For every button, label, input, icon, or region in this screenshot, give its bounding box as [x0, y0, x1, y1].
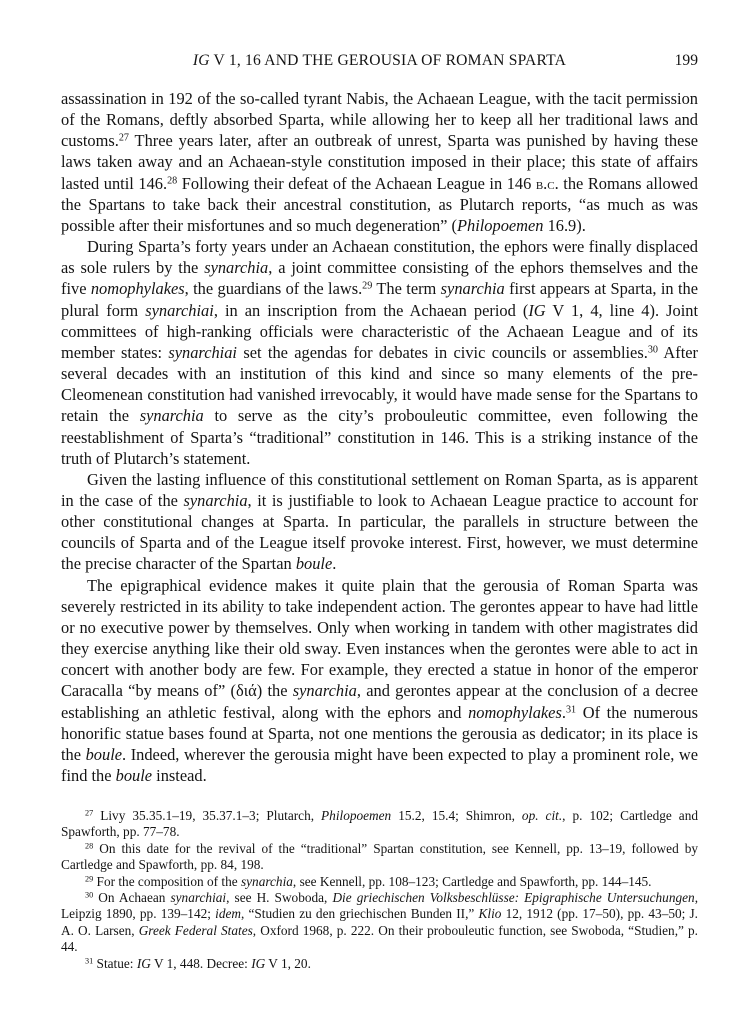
- text-run: V 1, 448. Decree:: [150, 955, 252, 971]
- italic-text: boule: [85, 744, 123, 764]
- text-run: set the agendas for debates in civic councils or assemblies.: [236, 342, 648, 362]
- italic-text: synarchiai: [145, 300, 214, 320]
- text-run: . Indeed, wherever the gerousia might have been expected to play a prominent role, we find the: [61, 744, 699, 785]
- paragraph: [61, 88, 698, 236]
- text-run: 12, 1912 (pp. 17–50), pp. 43–50; J. A. O. Larsen,: [61, 906, 699, 938]
- text-run: Following their defeat of the Achaean League in 146: [177, 173, 536, 193]
- italic-text: boule: [115, 766, 153, 785]
- italic-text: Philopoemen: [456, 215, 544, 235]
- text-run: Three years later, after an outbreak of unrest, Sparta was punished by having these laws taken away and an Achaean-style constitution imposed in their place; this state of affairs lasted until 146.: [61, 131, 698, 193]
- footnote: [61, 841, 698, 874]
- italic-text: synarchia: [440, 279, 505, 299]
- footnote-ref: 29: [85, 874, 94, 884]
- page-header: [61, 52, 698, 76]
- text-run: , in an inscription from the Achaean period (: [213, 300, 529, 320]
- italic-text: nomophylakes: [468, 702, 562, 722]
- text-run: V 1, 20.: [265, 955, 311, 971]
- italic-text: op. cit.: [521, 808, 563, 823]
- text-run: V 1, 4, line 4). Joint committees of high-ranking officials were characteristic of the Achaean League and of its member states:: [61, 300, 698, 362]
- italic-text: Greek Federal States: [138, 922, 253, 938]
- text-run: On Achaean: [93, 890, 171, 906]
- running-head: [61, 52, 698, 70]
- running-head-ig: IG: [192, 52, 210, 69]
- italic-text: Philopoemen: [321, 808, 392, 823]
- text-run: assassination in 192 of the so-called tyrant Nabis, the Achaean League, with the tacit permission of the Romans, deftly absorbed Sparta, while allowing her to keep all her traditional laws and customs.: [61, 89, 698, 151]
- italic-text: boule: [295, 554, 333, 574]
- text-run: Livy 35.35.1–19, 35.37.1–3; Plutarch,: [93, 808, 322, 823]
- italic-text: Die griechischen Volksbeschlüsse: Epigraphische Untersuchungen: [332, 890, 695, 906]
- italic-text: synarchia: [204, 258, 269, 278]
- footnote-ref: 27: [85, 808, 94, 818]
- text-run: , p. 102; Cartledge and Spawforth, pp. 77–78.: [61, 808, 699, 840]
- footnote: [61, 808, 698, 841]
- text-run: 16.9).: [543, 215, 586, 235]
- italic-text: IG: [136, 955, 151, 971]
- paragraph: [61, 236, 698, 469]
- italic-text: idem: [215, 906, 241, 922]
- text-run: .: [561, 702, 566, 722]
- text-run: Given the lasting influence of this constitutional settlement on Roman Sparta, as is apparent in the case of the: [61, 469, 698, 510]
- footnote: [61, 890, 698, 956]
- text-run: Statue:: [93, 955, 137, 971]
- text-run: .: [332, 554, 337, 574]
- text-run: , a joint committee consisting of the ephors themselves and the five: [61, 258, 698, 299]
- footnotes: [61, 808, 698, 972]
- footnote-ref: 28: [85, 841, 94, 851]
- text-run: On this date for the revival of the “traditional” Spartan constitution, see Kennell, pp. 13–19, followed by Cartledge and Spawforth, pp. 84, 198.: [61, 840, 698, 873]
- footnote-ref: 27: [118, 132, 129, 144]
- page-number: 199: [674, 52, 698, 69]
- text-run: The epigraphical evidence makes it quite plain that the gerousia of Roman Sparta was severely restricted in its ability to take independent action. The gerontes appear to have had little or no executive power by themselves. Only when working in tandem with other magistrates did they exercise anything like their old sway. Even instances when the gerontes were able to act in concert with another body are few. For example, they erected a statue in honor of the emperor Caracalla “by means of” (διά) the: [61, 575, 698, 701]
- text-run: , Leipzig 1890, pp. 139–142;: [61, 890, 699, 922]
- text-run: , and gerontes appear at the conclusion of a decree establishing an athletic festival, along with the ephors and: [61, 681, 698, 722]
- italic-text: synarchia: [139, 406, 204, 426]
- text-run: The term: [372, 279, 441, 299]
- text-run: the Romans allowed the Spartans to take back their ancestral constitution, as Plutarch reports, “as much as was possible after their misfortunes and so much degeneration” (: [61, 173, 698, 235]
- text-run: During Sparta’s forty years under an Achaean constitution, the ephors were finally displaced as sole rulers by the: [61, 237, 698, 278]
- footnote-ref: 29: [362, 280, 373, 292]
- footnote: [61, 956, 698, 972]
- text-run: , Oxford 1968, p. 222. On their probouleutic function, see Swoboda, “Studien,” p. 44.: [61, 922, 699, 955]
- main-text: [61, 88, 698, 786]
- text-run: 15.2, 15.4; Shimron,: [391, 808, 522, 823]
- footnote-ref: 31: [85, 956, 94, 966]
- footnote-ref: 31: [565, 703, 577, 715]
- footnote-ref: 30: [647, 344, 658, 356]
- footnote: [61, 874, 698, 890]
- italic-text: synarchia: [183, 490, 248, 510]
- footnote-ref: 28: [167, 175, 178, 187]
- text-run: , it is justifiable to look to Achaean League practice to account for other constitutional changes at Sparta. In particular, the parallels in structure between the councils of Sparta and of the League itself provoke interest. First, however, we must determine the precise character of the Spartan: [61, 490, 698, 574]
- italic-text: nomophylakes: [90, 279, 185, 299]
- text-run: to serve as the city’s probouleutic committee, even following the reestablishment of Sparta’s “traditional” constitution in 146. This is a striking instance of the truth of Plutarch’s statement.: [61, 406, 698, 468]
- footnote-ref: 30: [85, 890, 94, 900]
- text-run: instead.: [152, 766, 207, 785]
- italic-text: IG: [251, 955, 266, 971]
- paragraph: [61, 469, 698, 575]
- text-run: first appears at Sparta, in the plural form: [61, 279, 698, 320]
- italic-text: Klio: [478, 906, 502, 922]
- text-run: , the guardians of the laws.: [184, 279, 363, 299]
- italic-text: synarchia: [292, 681, 357, 701]
- text-run: For the composition of the: [93, 873, 241, 889]
- italic-text: synarchia: [240, 873, 293, 889]
- running-head-text: V 1, 16 AND THE GEROUSIA OF ROMAN SPARTA: [209, 52, 567, 69]
- italic-text: IG: [528, 300, 546, 320]
- text-run: , see Kennell, pp. 108–123; Cartledge and Spawforth, pp. 144–145.: [292, 873, 652, 889]
- text-run: After several decades with an institution of this kind and since so many elements of the pre-Cleomenean constitution had vanished irrevocably, it would have made sense for the Spartans to retain the: [61, 342, 699, 426]
- italic-text: synarchiai: [168, 342, 237, 362]
- paragraph: [61, 575, 698, 787]
- small-caps-text: b.c.: [535, 173, 559, 193]
- text-run: Of the numerous honorific statue bases found at Sparta, not one mentions the gerousia as dedicator; in its place is the: [61, 702, 698, 764]
- text-run: , “Studien zu den griechischen Bunden II,”: [240, 906, 479, 922]
- text-run: , see H. Swoboda,: [226, 890, 333, 906]
- italic-text: synarchiai: [170, 890, 227, 906]
